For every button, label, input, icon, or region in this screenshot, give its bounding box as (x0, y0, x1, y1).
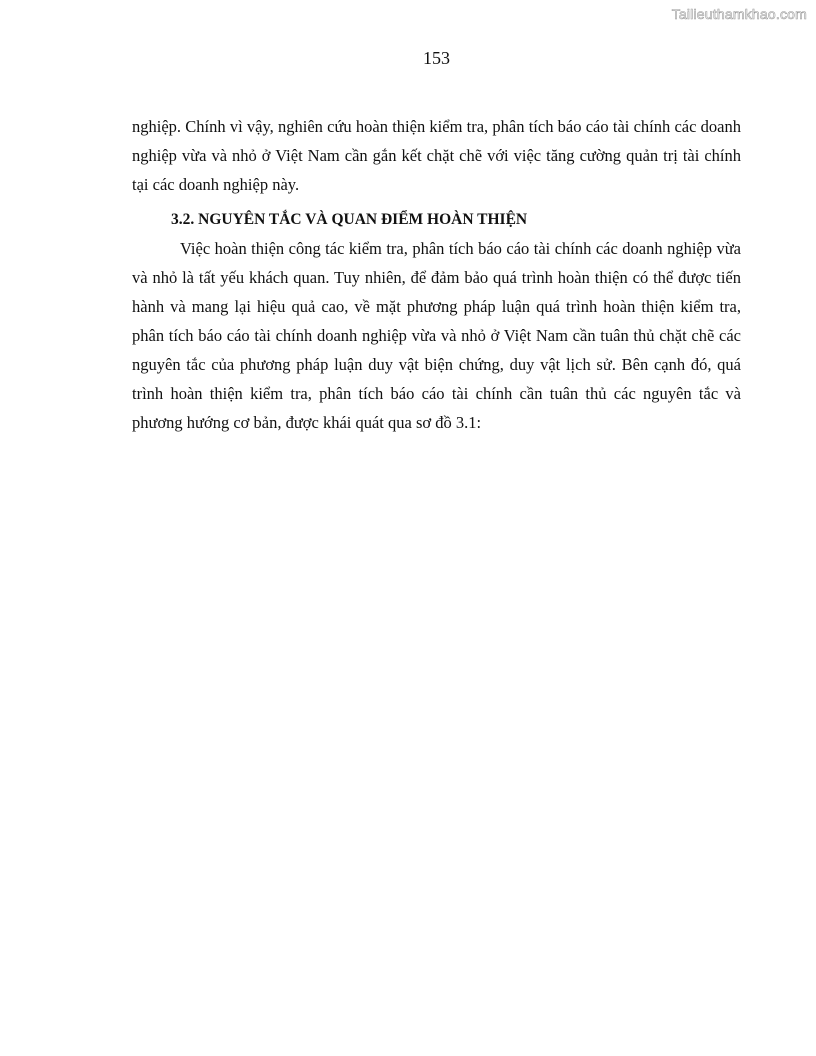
watermark: Tailieuthamkhao.com (671, 6, 807, 22)
section-heading: 3.2. NGUYÊN TẮC VÀ QUAN ĐIỂM HOÀN THIỆN (171, 211, 528, 228)
body-paragraph: Việc hoàn thiện công tác kiểm tra, phân tích báo cáo tài chính các doanh nghiệp vừa và nhỏ là tất yếu khách quan. Tuy nhiên, để đảm bảo quá trình hoàn thiện có thể được tiến hành và mang lại hiệu quả cao, về mặt phương pháp luận quá trình hoàn thiện kiểm tra, phân tích báo cáo tài chính doanh nghiệp vừa và nhỏ ở Việt Nam cần tuân thủ chặt chẽ các nguyên tắc của phương pháp luận duy vật biện chứng, duy vật lịch sử. Bên cạnh đó, quá trình hoàn thiện kiểm tra, phân tích báo cáo tài chính cần tuân thủ các nguyên tắc và phương hướng cơ bản, được khái quát qua sơ đồ 3.1: (132, 239, 741, 432)
page-number: 153 (423, 48, 450, 68)
continuation-paragraph: nghiệp. Chính vì vậy, nghiên cứu hoàn thiện kiểm tra, phân tích báo cáo tài chính các doanh nghiệp vừa và nhỏ ở Việt Nam cần gắn kết chặt chẽ với việc tăng cường quản trị tài chính tại các doanh nghiệp này. (132, 117, 741, 194)
document-body (132, 112, 741, 437)
